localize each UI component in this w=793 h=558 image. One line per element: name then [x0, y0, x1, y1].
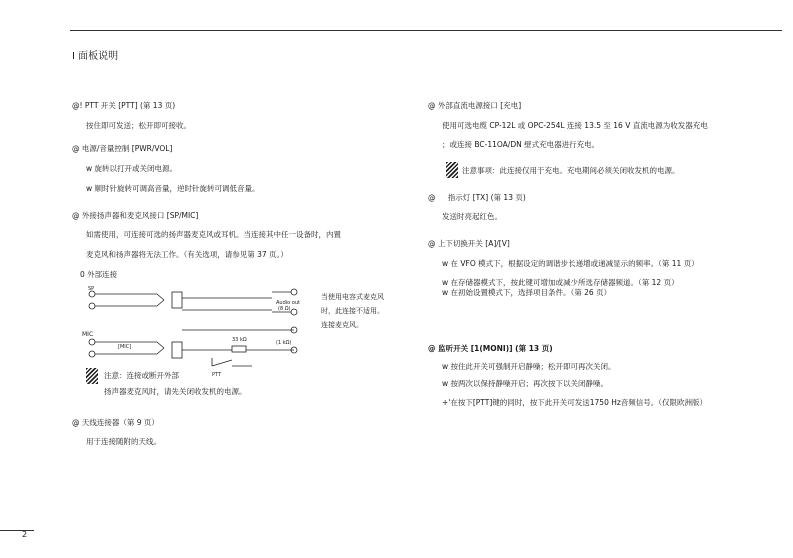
sp-label: SP	[88, 286, 95, 292]
av-heading: @ 上下切换开关 [A]/[V]	[428, 239, 510, 248]
moni-line1: w 按住此开关可强制开启静噪；松开即可再次关闭。	[442, 362, 616, 371]
vol-line2: w 顺时针旋转可调高音量，逆时针旋转可调低音量。	[86, 184, 260, 193]
mic-bracket-label: [MIC]	[118, 344, 132, 350]
diagram-note-1: 注意：连接或断开外部	[104, 371, 179, 380]
tx-body: 发送时亮起红色。	[442, 212, 502, 221]
caution-icon	[446, 162, 458, 178]
footer-rule	[0, 530, 34, 531]
spmic-body2: 麦克风和扬声器将无法工作。（有关选项，请参见第 37 页。）	[86, 250, 288, 259]
ext-heading: 0 外部连接	[80, 270, 118, 279]
spmic-heading: @ 外接扬声器和麦克风接口 [SP/MIC]	[72, 211, 199, 220]
side-note-2: 时，此连接不适用。	[321, 307, 384, 315]
moni-heading: @ 监听开关 [1(MONI)] (第 13 页)	[428, 344, 553, 353]
ohm-label: (8 Ω)	[278, 306, 291, 312]
side-note-1: 当使用电容式麦克风	[321, 293, 384, 301]
vol-heading: @ 电源/音量控制 [PWR/VOL]	[72, 144, 173, 153]
section-title: I 面板说明	[72, 51, 119, 62]
page-number: 2	[22, 530, 28, 539]
dc-body2: ；或连接 BC-11OA/DN 壁式充电器进行充电。	[442, 140, 600, 149]
av-line3: w 在初始设置模式下，选择项目条件。（第 26 页）	[442, 288, 612, 297]
vol-line1: w 旋转以打开或关闭电源。	[86, 164, 178, 173]
av-line1: w 在 VFO 模式下，根据设定的调谐步长递增或递减显示的频率。（第 11 页）	[442, 259, 699, 268]
tx-heading: @ 指示灯 [TX] (第 13 页)	[428, 193, 526, 202]
spmic-body1: 如需使用，可连接可选的扬声器麦克风或耳机。当连接其中任一设备时，内置	[86, 230, 341, 239]
ptt-label: PTT	[212, 372, 222, 378]
diagram-note-2: 扬声器麦克风时，请先关闭收发机的电源。	[104, 387, 247, 396]
side-note-3: 连接麦克风。	[321, 321, 363, 329]
moni-line3: +'在按下[PTT]键的同时，按下此开关可发送1750 Hz音频信号。（仅限欧洲版）	[442, 398, 708, 407]
connection-diagram	[72, 284, 312, 384]
ptt-heading: @! PTT 开关 [PTT] (第 13 页)	[72, 101, 176, 110]
ptt-body: 按住即可发送；松开即可接收。	[86, 121, 191, 130]
resistor-label: 33 kΩ	[232, 337, 247, 343]
ant-heading: @ 天线连接器（第 9 页）	[72, 418, 159, 427]
av-line2: w 在存储器模式下，按此键可增加或减少所选存储器频道。（第 12 页）	[442, 278, 679, 287]
caution-icon	[86, 368, 98, 384]
cap-label: (1 kΩ)	[276, 340, 292, 346]
dc-body1: 使用可选电缆 CP-12L 或 OPC-254L 连接 13.5 至 16 V 直流电源为收发器充电	[442, 121, 708, 130]
ant-body: 用于连接随附的天线。	[86, 437, 161, 446]
audio-out-label: Audio out	[276, 300, 300, 306]
top-rule	[70, 30, 782, 31]
moni-line2: w 按两次以保持静噪开启；再次按下以关闭静噪。	[442, 379, 609, 388]
dc-note: 注意事项：此连接仅用于充电。充电期间必须关闭收发机的电源。	[462, 166, 680, 175]
mic-label: MIC	[82, 331, 94, 338]
dc-heading: @ 外部直流电源接口 [充电]	[428, 101, 522, 110]
